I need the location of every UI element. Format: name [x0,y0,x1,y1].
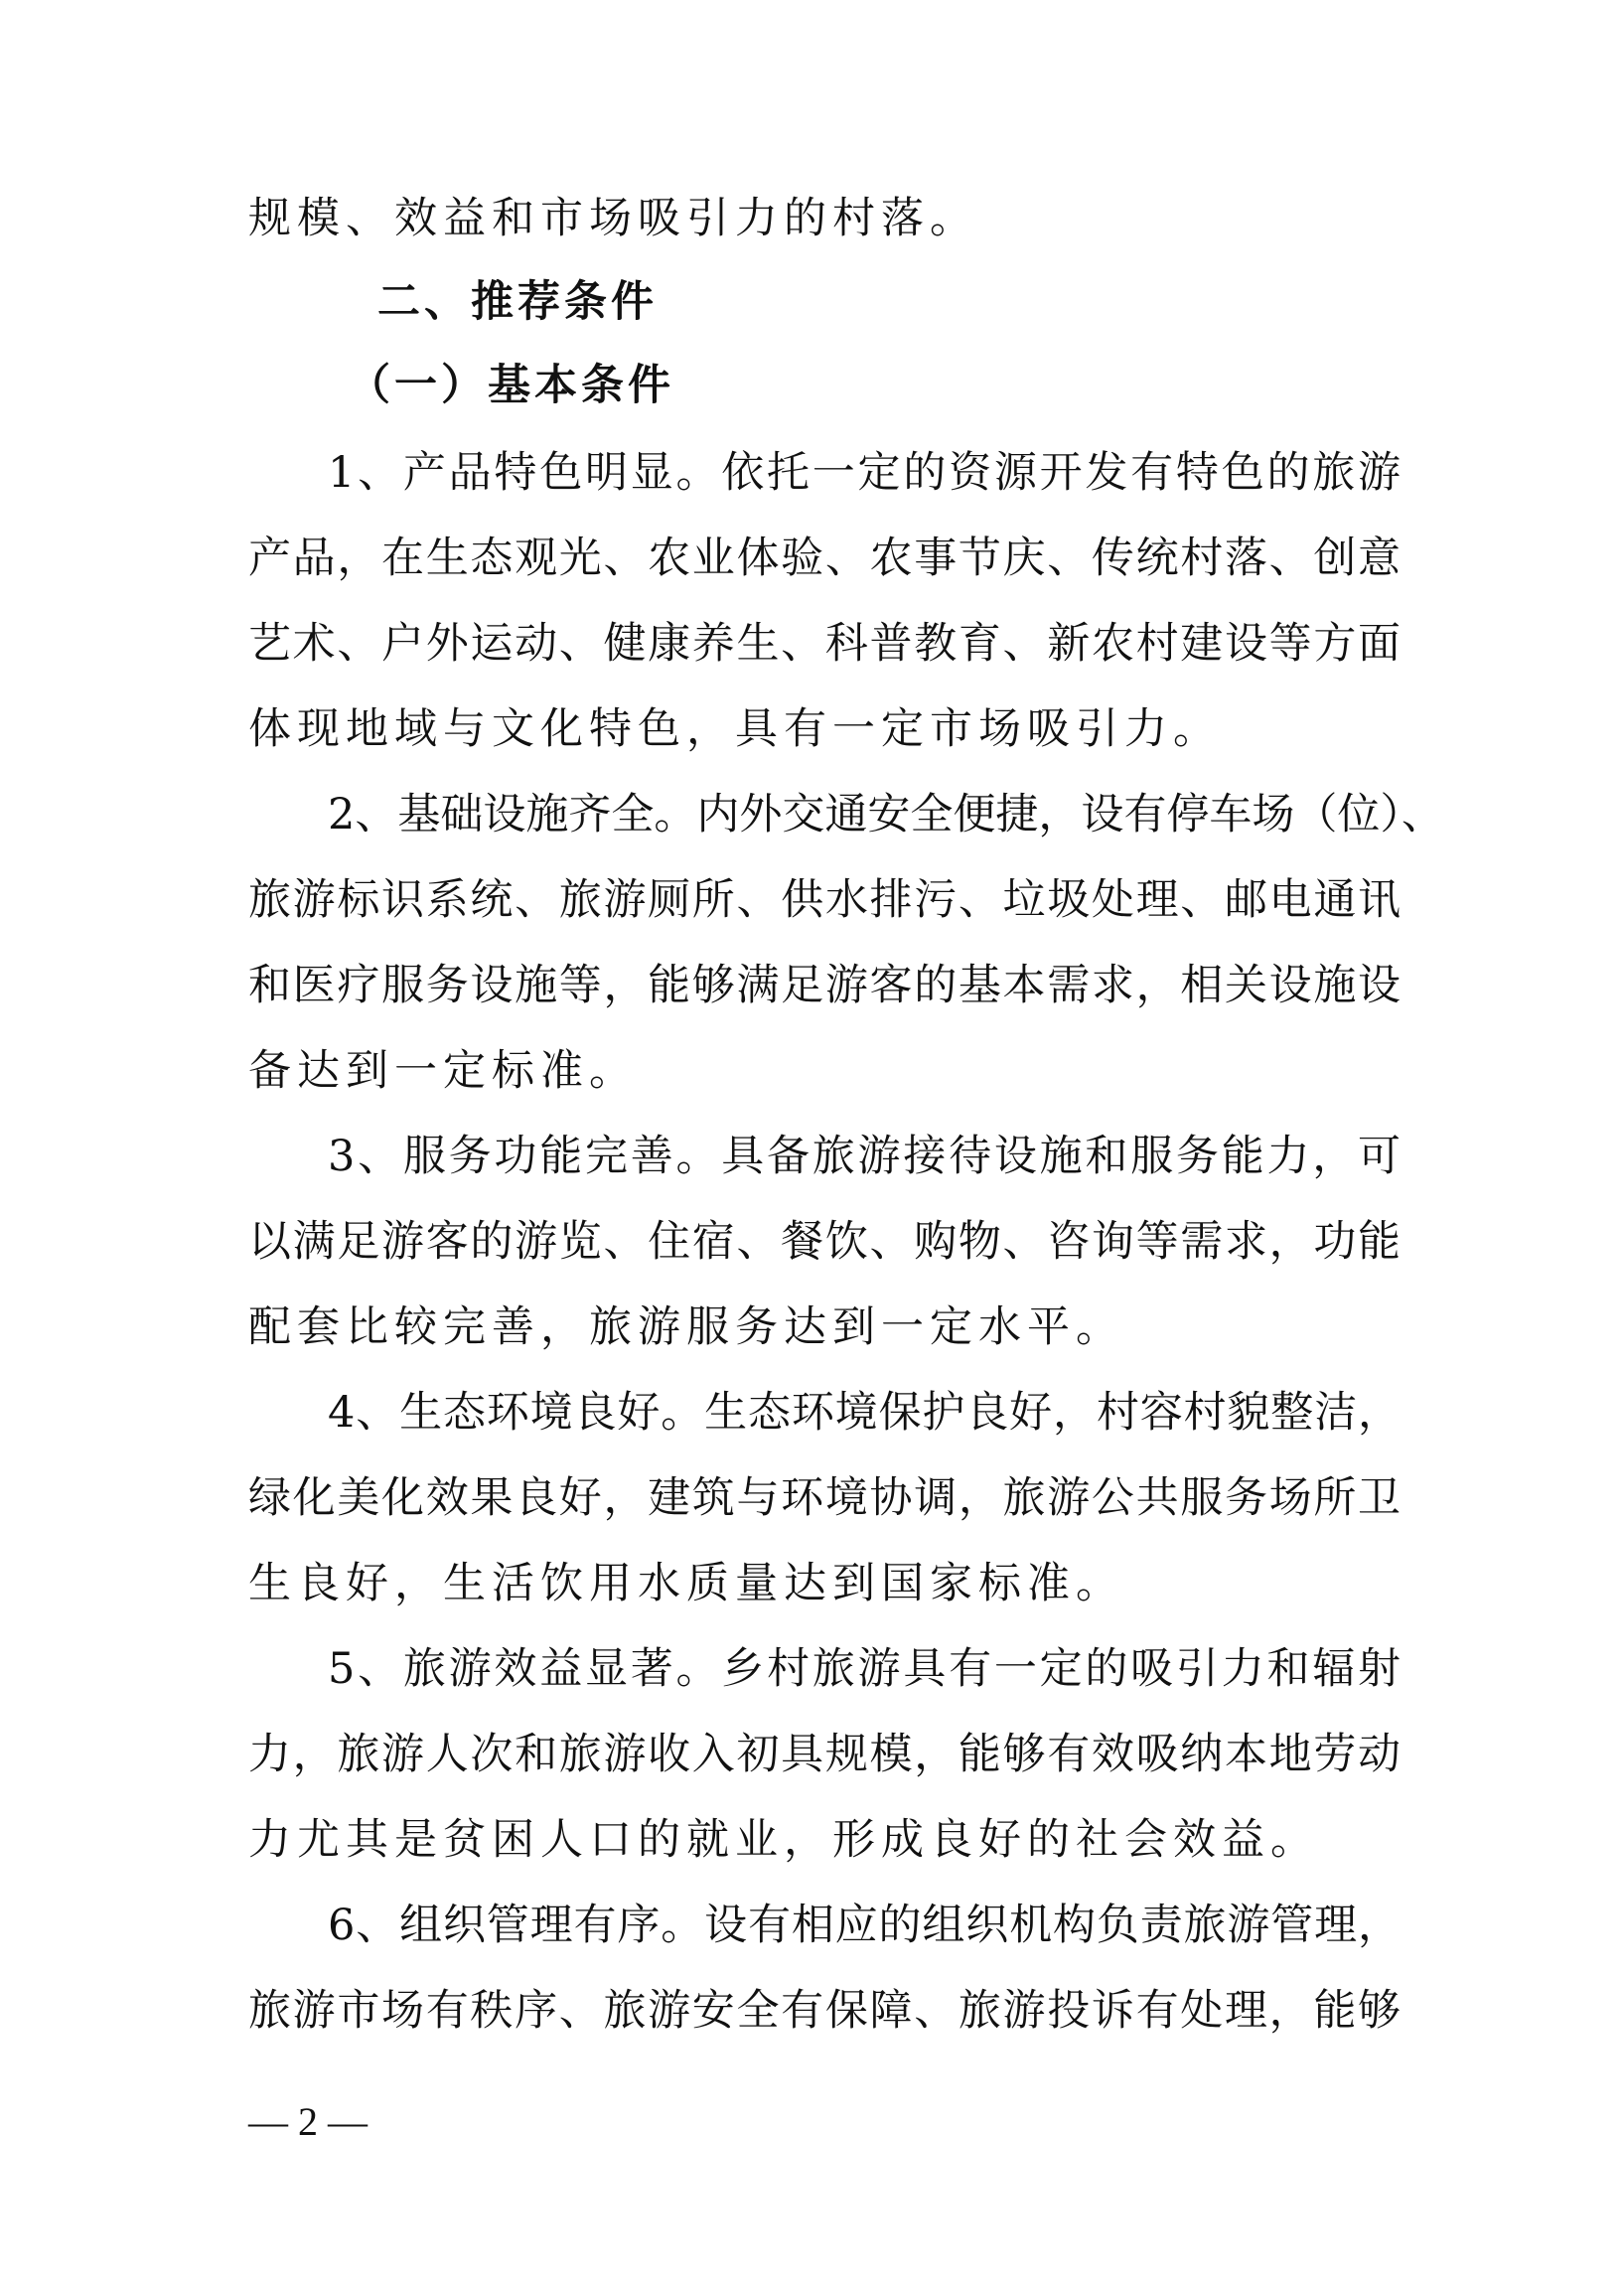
text-line: 3、服务功能完善。具备旅游接待设施和服务能力，可 [328,1132,1401,1181]
text-line: 旅游标识系统、旅游厕所、供水排污、垃圾处理、邮电通讯 [248,875,1401,925]
document-page [248,0,1444,2286]
text-line: 2、基础设施齐全。内外交通安全便捷，设有停车场（位）、 [328,790,1444,839]
text-line: 6、组织管理有序。设有相应的组织机构负责旅游管理， [328,1901,1401,1950]
text-line: 体现地域与文化特色，具有一定市场吸引力。 [248,704,1222,754]
page-number: — 2 — [248,2099,368,2144]
text-line: 力，旅游人次和旅游收入初具规模，能够有效吸纳本地劳动 [248,1730,1401,1779]
text-line: 和医疗服务设施等，能够满足游客的基本需求，相关设施设 [248,961,1401,1010]
text-line: 规模、效益和市场吸引力的村落。 [248,194,978,243]
text-line: 生良好，生活饮用水质量达到国家标准。 [248,1559,1124,1608]
text-line: 配套比较完善，旅游服务达到一定水平。 [248,1302,1124,1352]
text-line: 产品，在生态观光、农业体验、农事节庆、传统村落、创意 [248,533,1401,583]
subsection-heading: （一）基本条件 [348,361,674,410]
text-line: 绿化美化效果良好，建筑与环境协调，旅游公共服务场所卫 [248,1473,1401,1523]
section-heading: 二、推荐条件 [377,277,658,327]
text-line: 5、旅游效益显著。乡村旅游具有一定的吸引力和辐射 [328,1644,1401,1694]
text-line: 4、生态环境良好。生态环境保护良好，村容村貌整洁， [328,1388,1401,1438]
text-line: 旅游市场有秩序、旅游安全有保障、旅游投诉有处理，能够 [248,1986,1401,2036]
text-line: 以满足游客的游览、住宿、餐饮、购物、咨询等需求，功能 [248,1217,1401,1267]
text-line: 力尤其是贫困人口的就业，形成良好的社会效益。 [248,1815,1319,1865]
text-line: 1、产品特色明显。依托一定的资源开发有特色的旅游 [328,448,1401,498]
text-line: 备达到一定标准。 [248,1046,638,1096]
text-line: 艺术、户外运动、健康养生、科普教育、新农村建设等方面 [248,619,1401,669]
